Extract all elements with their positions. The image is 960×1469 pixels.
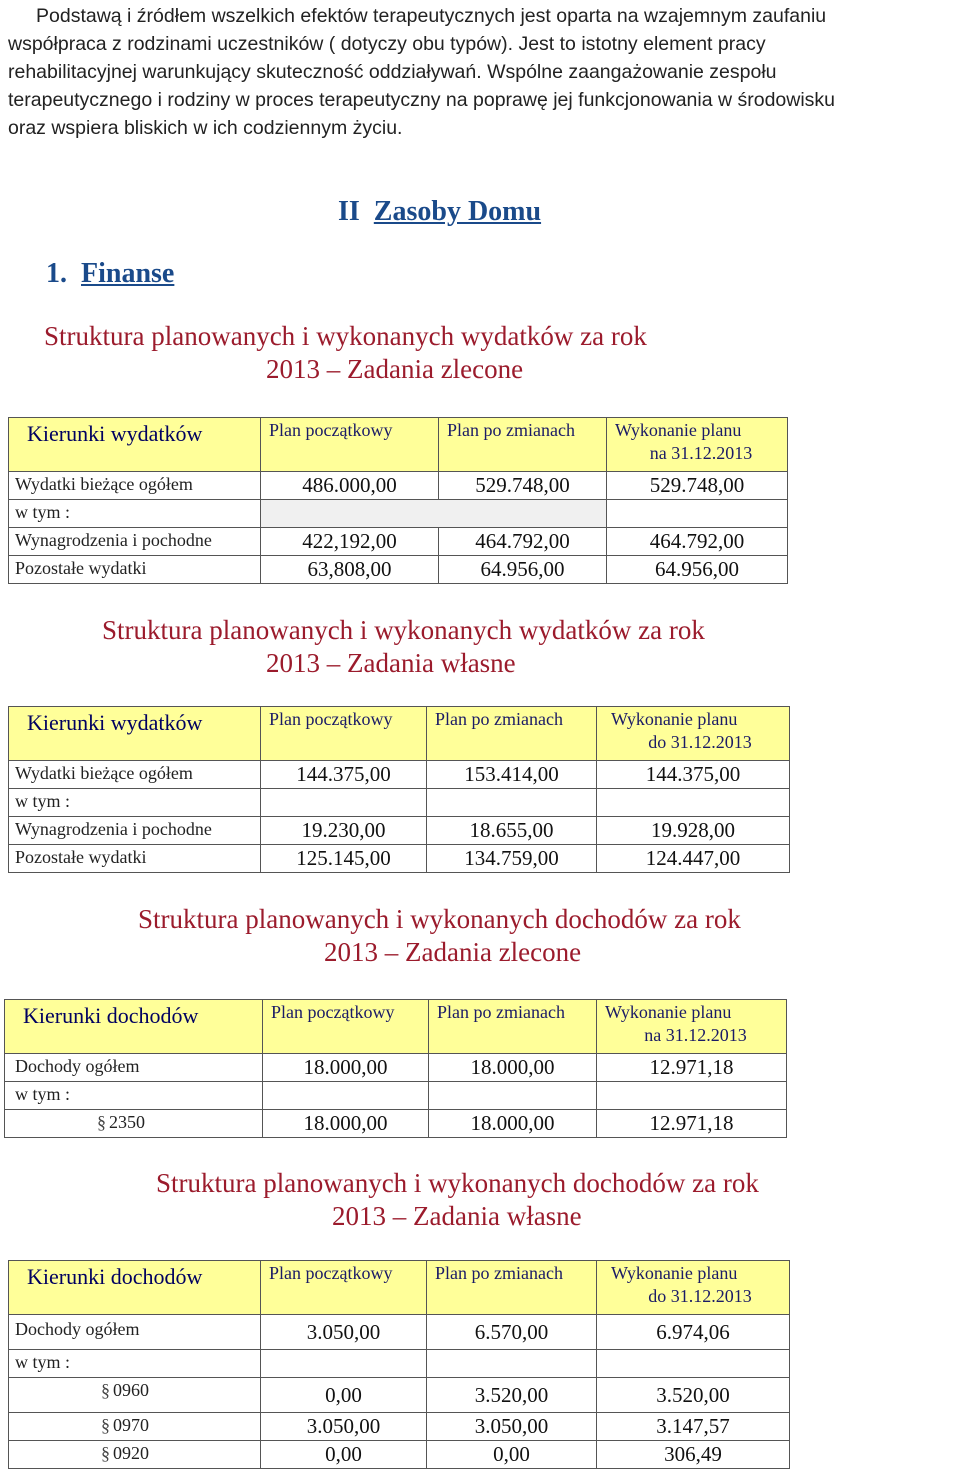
table-title-line: Struktura planowanych i wykonanych dochodów za rok	[156, 1168, 759, 1198]
table-title	[156, 1167, 759, 1233]
col-header-kind: Kierunki dochodów	[5, 1000, 263, 1054]
bracket-icon: §	[101, 1380, 110, 1400]
table-title-line: Struktura planowanych i wykonanych wydatków za rok	[44, 321, 647, 351]
row-code: 2350	[109, 1112, 145, 1132]
col-header-plan-initial: Plan początkowy	[263, 1000, 429, 1054]
income-own-table	[8, 1260, 790, 1469]
intro-line: oraz wspiera bliskich w ich codziennym życiu.	[8, 117, 403, 139]
execution-date: do 31.12.2013	[648, 732, 752, 752]
cell-plan-initial: 19.230,00	[261, 817, 427, 845]
cell-plan-changed: 18.655,00	[427, 817, 597, 845]
section-title: Zasoby Domu	[373, 196, 542, 227]
cell-plan-changed: 0,00	[427, 1441, 597, 1469]
subsection-title: Finanse	[81, 258, 175, 289]
cell-plan-changed: 64.956,00	[439, 556, 607, 584]
cell-execution: 6.974,06	[597, 1315, 790, 1350]
row-label: Wydatki bieżące ogółem	[9, 472, 261, 500]
col-header-plan-changed: Plan po zmianach	[429, 1000, 597, 1054]
subsection-heading	[46, 258, 174, 290]
cell-execution: 124.447,00	[597, 845, 790, 873]
table-header-row	[9, 1261, 790, 1315]
intro-line: terapeutycznego i rodziny w proces terapeutyczny na poprawę jej funkcjonowania w środowisku	[8, 89, 836, 111]
table-title-line: 2013 – Zadania własne	[266, 648, 516, 678]
execution-label: Wykonanie planu	[611, 709, 738, 729]
table-row	[9, 472, 788, 500]
section-number: II	[338, 196, 360, 227]
row-label: Wydatki bieżące ogółem	[9, 761, 261, 789]
col-header-execution	[607, 418, 788, 472]
table-row	[9, 1350, 790, 1378]
col-header-plan-initial: Plan początkowy	[261, 707, 427, 761]
income-commissioned-table	[4, 999, 787, 1138]
col-header-plan-initial: Plan początkowy	[261, 418, 439, 472]
cell-empty	[597, 1082, 787, 1110]
bracket-icon: §	[101, 1415, 110, 1435]
cell-plan-changed: 6.570,00	[427, 1315, 597, 1350]
table-row	[5, 1054, 787, 1082]
cell-empty	[261, 1350, 427, 1378]
cell-plan-initial: 125.145,00	[261, 845, 427, 873]
cell-execution: 3.520,00	[597, 1378, 790, 1413]
table-title	[44, 320, 647, 386]
row-label: Wynagrodzenia i pochodne	[9, 528, 261, 556]
table-title-line: 2013 – Zadania własne	[332, 1201, 582, 1231]
execution-date: na 31.12.2013	[649, 443, 753, 463]
cell-execution: 529.748,00	[607, 472, 788, 500]
cell-plan-initial: 18.000,00	[263, 1110, 429, 1138]
table-header-row	[9, 707, 790, 761]
table-row	[9, 761, 790, 789]
cell-plan-initial: 0,00	[261, 1441, 427, 1469]
table-row	[9, 1315, 790, 1350]
table-row	[9, 528, 788, 556]
table-title-line: Struktura planowanych i wykonanych dochodów za rok	[138, 904, 741, 934]
intro-line: współpraca z rodzinami uczestników ( dotyczy obu typów). Jest to istotny element pracy	[8, 33, 766, 55]
row-label	[9, 1441, 261, 1469]
cell-execution: 464.792,00	[607, 528, 788, 556]
table-row	[9, 1378, 790, 1413]
row-label: Pozostałe wydatki	[9, 556, 261, 584]
expenses-commissioned-table	[8, 417, 788, 584]
expenses-own-table	[8, 706, 790, 873]
execution-label: Wykonanie planu	[605, 1002, 732, 1022]
col-header-plan-changed: Plan po zmianach	[427, 1261, 597, 1315]
cell-empty	[607, 500, 788, 528]
table-title-line: 2013 – Zadania zlecone	[324, 937, 582, 967]
cell-plan-changed: 3.050,00	[427, 1413, 597, 1441]
cell-plan-changed: 3.520,00	[427, 1378, 597, 1413]
row-code: 0960	[113, 1380, 149, 1400]
cell-empty	[429, 1082, 597, 1110]
table-row	[9, 500, 788, 528]
cell-execution: 12.971,18	[597, 1054, 787, 1082]
cell-plan-changed: 18.000,00	[429, 1110, 597, 1138]
cell-execution: 306,49	[597, 1441, 790, 1469]
col-header-kind: Kierunki wydatków	[9, 418, 261, 472]
col-header-kind: Kierunki dochodów	[9, 1261, 261, 1315]
row-label: Dochody ogółem	[5, 1054, 263, 1082]
table-title-line: Struktura planowanych i wykonanych wydatków za rok	[102, 615, 705, 645]
cell-plan-initial: 63,808,00	[261, 556, 439, 584]
intro-line: rehabilitacyjnej warunkujący skuteczność oddziaływań. Wspólne zaangażowanie zespołu	[8, 61, 777, 83]
table-title	[138, 903, 741, 969]
cell-empty	[597, 789, 790, 817]
table-title-line: 2013 – Zadania zlecone	[266, 354, 524, 384]
cell-execution: 3.147,57	[597, 1413, 790, 1441]
execution-label: Wykonanie planu	[611, 1263, 738, 1283]
table-row	[9, 1413, 790, 1441]
intro-paragraph	[8, 2, 958, 142]
cell-empty	[597, 1350, 790, 1378]
execution-date: do 31.12.2013	[648, 1286, 752, 1306]
bracket-icon: §	[97, 1112, 106, 1132]
cell-empty	[261, 500, 607, 528]
table-row	[9, 845, 790, 873]
col-header-plan-changed: Plan po zmianach	[427, 707, 597, 761]
table-row	[9, 817, 790, 845]
intro-line: Podstawą i źródłem wszelkich efektów terapeutycznych jest oparta na wzajemnym zaufaniu	[36, 5, 827, 27]
execution-label: Wykonanie planu	[615, 420, 742, 440]
cell-plan-initial: 0,00	[261, 1378, 427, 1413]
cell-plan-changed: 18.000,00	[429, 1054, 597, 1082]
row-label	[5, 1110, 263, 1138]
col-header-plan-changed: Plan po zmianach	[439, 418, 607, 472]
table-row	[5, 1110, 787, 1138]
table-header-row	[9, 418, 788, 472]
row-label: w tym :	[9, 789, 261, 817]
table-header-row	[5, 1000, 787, 1054]
cell-empty	[263, 1082, 429, 1110]
row-label: w tym :	[9, 1350, 261, 1378]
bracket-icon: §	[101, 1443, 110, 1463]
section-heading	[338, 196, 541, 228]
row-label: Wynagrodzenia i pochodne	[9, 817, 261, 845]
cell-plan-initial: 486.000,00	[261, 472, 439, 500]
cell-plan-initial: 18.000,00	[263, 1054, 429, 1082]
cell-plan-changed: 464.792,00	[439, 528, 607, 556]
cell-plan-changed: 134.759,00	[427, 845, 597, 873]
cell-plan-initial: 3.050,00	[261, 1413, 427, 1441]
row-label: Dochody ogółem	[9, 1315, 261, 1350]
table-row	[5, 1082, 787, 1110]
subsection-number: 1.	[46, 258, 67, 289]
row-label: w tym :	[5, 1082, 263, 1110]
row-code: 0970	[113, 1415, 149, 1435]
cell-plan-initial: 144.375,00	[261, 761, 427, 789]
row-label	[9, 1378, 261, 1413]
col-header-plan-initial: Plan początkowy	[261, 1261, 427, 1315]
col-header-kind: Kierunki wydatków	[9, 707, 261, 761]
cell-plan-initial: 3.050,00	[261, 1315, 427, 1350]
cell-plan-changed: 529.748,00	[439, 472, 607, 500]
cell-execution: 64.956,00	[607, 556, 788, 584]
col-header-execution	[597, 1000, 787, 1054]
cell-plan-changed: 153.414,00	[427, 761, 597, 789]
cell-execution: 19.928,00	[597, 817, 790, 845]
cell-plan-initial: 422,192,00	[261, 528, 439, 556]
cell-empty	[261, 789, 427, 817]
cell-execution: 12.971,18	[597, 1110, 787, 1138]
col-header-execution	[597, 1261, 790, 1315]
row-code: 0920	[113, 1443, 149, 1463]
table-row	[9, 556, 788, 584]
cell-execution: 144.375,00	[597, 761, 790, 789]
row-label: Pozostałe wydatki	[9, 845, 261, 873]
col-header-execution	[597, 707, 790, 761]
cell-empty	[427, 1350, 597, 1378]
table-row	[9, 1441, 790, 1469]
row-label	[9, 1413, 261, 1441]
table-title	[102, 614, 705, 680]
table-row	[9, 789, 790, 817]
cell-empty	[427, 789, 597, 817]
row-label: w tym :	[9, 500, 261, 528]
execution-date: na 31.12.2013	[644, 1025, 747, 1045]
